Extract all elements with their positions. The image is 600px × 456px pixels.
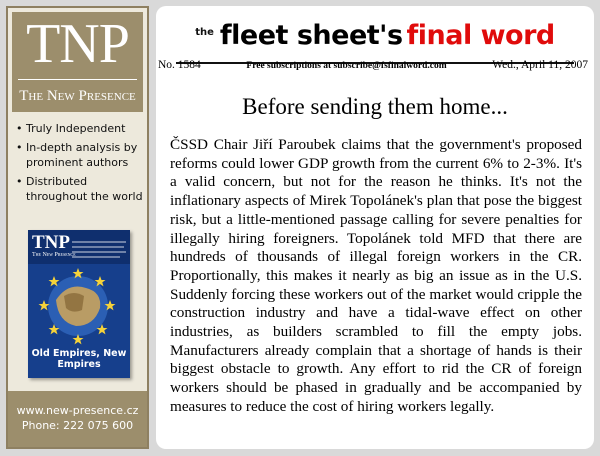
- masthead-title: fleet sheet's: [219, 20, 403, 51]
- magazine-cover[interactable]: [28, 230, 130, 378]
- cover-publication-name: The New Presence: [32, 252, 76, 258]
- logo-text: TNP: [26, 13, 129, 75]
- feature-list: [16, 121, 144, 208]
- newsletter-panel: [156, 6, 594, 449]
- masthead-prefix: the: [195, 27, 214, 38]
- publication-name: The New Presence: [19, 88, 136, 104]
- contact-box: [8, 391, 147, 447]
- feature-text: Distributed throughout the world: [26, 175, 143, 203]
- issue-info-bar: [158, 59, 588, 71]
- list-item: [16, 140, 144, 170]
- list-item: [16, 121, 144, 136]
- issue-date: Wed., April 11, 2007: [492, 59, 588, 71]
- issue-number: No. 1584: [158, 59, 201, 71]
- website-link[interactable]: www.new-presence.cz: [16, 404, 139, 417]
- list-item: [16, 174, 144, 204]
- feature-text: In-depth analysis by prominent authors: [26, 141, 138, 169]
- masthead-emphasis: final word: [406, 20, 555, 51]
- tnp-logo: [12, 12, 143, 112]
- feature-text: Truly Independent: [26, 122, 126, 135]
- bullet-icon: •: [16, 141, 23, 154]
- subscription-link[interactable]: Free subscriptions at subscribe@fsfinalword.com: [246, 61, 447, 71]
- logo-divider: [18, 79, 137, 80]
- bullet-icon: •: [16, 175, 23, 188]
- article-body: ČSSD Chair Jiří Paroubek claims that the government's proposed reforms could lower GDP growth from the current 6% to 2-3%. It's a valid concern, but not for the reason he thinks. It's not the inflationary aspects of Mirek Topolánek's plan that pose the biggest risk, but a little-mentioned passage calling for severe penalties for illegally hiring foreigners. Topolánek told MFD that there are hundreds of thousands of illegal foreign workers in the CR. Proportionally, this makes it nearly as big an issue as in the U.S. Suddenly forcing these workers out of the market would cripple the construction industry and have a tidal-wave effect on other industries, as builders scrambled to fill the empty jobs. Manufacturers already complain that a shortage of hands is their biggest obstacle to growth. Any effort to rid the CR of foreign workers should be phased in gradually and be accompanied by measures to reduce the cost of hiring workers legally.: [170, 136, 582, 415]
- masthead: [156, 20, 594, 51]
- bullet-icon: •: [16, 122, 23, 135]
- sidebar-ad[interactable]: [6, 6, 149, 449]
- phone-number: Phone: 222 075 600: [21, 419, 134, 432]
- cover-logo: TNP: [32, 232, 70, 253]
- cover-title: Old Empires, New Empires: [31, 348, 127, 370]
- article-headline: Before sending them home...: [242, 94, 508, 119]
